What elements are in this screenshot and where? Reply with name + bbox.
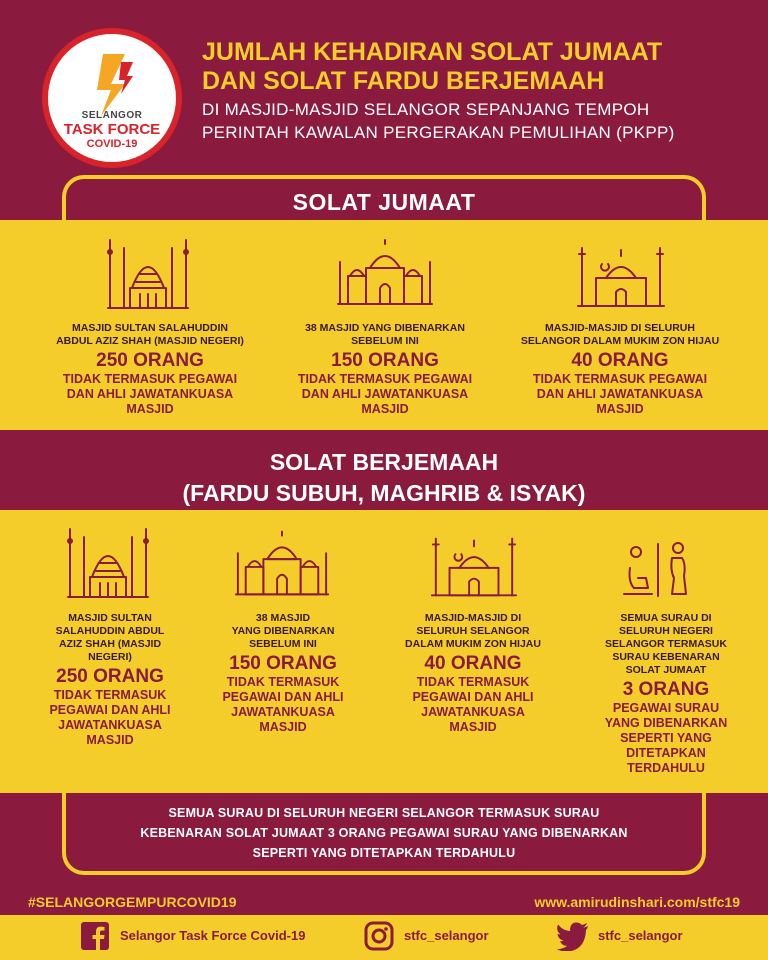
summary-line1: SEMUA SURAU DI SELURUH NEGERI SELANGOR TERMASUK SURAU bbox=[168, 806, 600, 820]
berjemaah-38-note4: MASJID bbox=[259, 720, 307, 734]
twitter-handle[interactable]: stfc_selangor bbox=[598, 928, 683, 943]
subtitle-line1: DI MASJID-MASJID SELANGOR SEPANJANG TEMPOH bbox=[202, 100, 650, 119]
jumaat-negeri-count: 250 ORANG bbox=[96, 350, 204, 371]
logo-line3: COVID-19 bbox=[86, 138, 138, 150]
jumaat-col-38 bbox=[285, 322, 485, 417]
berjemaah-heading: SOLAT BERJEMAAH bbox=[269, 449, 499, 475]
berjemaah-surau-label2: SELURUH NEGERI bbox=[619, 625, 713, 637]
berjemaah-zon-note3: JAWATANKUASA bbox=[421, 705, 525, 719]
jumaat-negeri-label1: MASJID SULTAN SALAHUDDIN bbox=[72, 322, 228, 334]
summary-line3: SEPERTI YANG DITETAPKAN TERDAHULU bbox=[252, 846, 516, 860]
instagram-icon[interactable] bbox=[364, 921, 394, 951]
berjemaah-col-negeri bbox=[30, 612, 190, 748]
mosque-zon-hijau-icon bbox=[574, 238, 668, 310]
berjemaah-surau-note1: PEGAWAI SURAU bbox=[612, 701, 720, 715]
instagram-handle[interactable]: stfc_selangor bbox=[404, 928, 489, 943]
jumaat-38-note3: MASJID bbox=[361, 402, 409, 416]
berjemaah-negeri-label2: SALAHUDDIN ABDUL bbox=[55, 625, 165, 637]
summary-line2: KEBENARAN SOLAT JUMAAT 3 ORANG PEGAWAI SURAU YANG DIBENARKAN bbox=[140, 826, 628, 840]
berjemaah-38-note2: PEGAWAI DAN AHLI bbox=[222, 690, 344, 704]
mosque-38-icon bbox=[334, 238, 436, 308]
subtitle-line2: PERINTAH KAWALAN PERGERAKAN PEMULIHAN (PKPP) bbox=[202, 123, 675, 142]
jumaat-negeri-label2: ABDUL AZIZ SHAH (MASJID NEGERI) bbox=[56, 335, 244, 347]
jumaat-zon-count: 40 ORANG bbox=[571, 350, 669, 371]
jumaat-negeri-note1: TIDAK TERMASUK PEGAWAI bbox=[62, 372, 238, 386]
jumaat-38-count: 150 ORANG bbox=[331, 350, 439, 371]
berjemaah-col-38 bbox=[208, 612, 358, 735]
berjemaah-negeri-note1: TIDAK TERMASUK bbox=[53, 688, 167, 702]
mosque-38-icon bbox=[232, 528, 332, 600]
jumaat-negeri-note3: MASJID bbox=[126, 402, 174, 416]
jumaat-zon-note3: MASJID bbox=[596, 402, 644, 416]
berjemaah-zon-count: 40 ORANG bbox=[424, 653, 522, 674]
title-line2: DAN SOLAT FARDU BERJEMAAH bbox=[202, 67, 605, 95]
jumaat-col-zon-hijau bbox=[508, 322, 732, 417]
berjemaah-negeri-note2: PEGAWAI DAN AHLI bbox=[49, 703, 171, 717]
jumaat-heading: SOLAT JUMAAT bbox=[292, 189, 476, 215]
berjemaah-surau-note5: TERDAHULU bbox=[627, 761, 705, 775]
berjemaah-surau-label3: SELANGOR TERMASUK bbox=[605, 638, 727, 650]
berjemaah-38-note3: JAWATANKUASA bbox=[231, 705, 335, 719]
berjemaah-zon-note4: MASJID bbox=[449, 720, 497, 734]
mosque-negeri-icon bbox=[100, 232, 196, 312]
stfc-logo bbox=[42, 28, 182, 168]
berjemaah-surau-note4: DITETAPKAN bbox=[626, 746, 706, 760]
berjemaah-38-label1: 38 MASJID bbox=[255, 612, 311, 624]
jumaat-38-label1: 38 MASJID YANG DIBENARKAN bbox=[305, 322, 465, 334]
jumaat-zon-note1: TIDAK TERMASUK PEGAWAI bbox=[532, 372, 708, 386]
logo-line1: SELANGOR bbox=[81, 110, 143, 121]
berjemaah-col-surau bbox=[586, 612, 746, 776]
jumaat-38-note2: DAN AHLI JAWATANKUASA bbox=[301, 387, 469, 401]
praying-people-icon bbox=[622, 538, 694, 600]
berjemaah-surau-label5: SOLAT JUMAAT bbox=[625, 664, 707, 676]
facebook-handle[interactable]: Selangor Task Force Covid-19 bbox=[120, 928, 306, 943]
facebook-icon[interactable] bbox=[80, 921, 110, 951]
berjemaah-negeri-note3: JAWATANKUASA bbox=[58, 718, 162, 732]
berjemaah-negeri-note4: MASJID bbox=[86, 733, 134, 747]
page-subtitle bbox=[202, 98, 752, 144]
berjemaah-negeri-label3: AZIZ SHAH (MASJID bbox=[58, 638, 162, 650]
website-link[interactable]: www.amirudinshari.com/stfc19 bbox=[534, 894, 740, 910]
jumaat-38-label2: SEBELUM INI bbox=[351, 335, 419, 347]
berjemaah-surau-label4: SURAU KEBENARAN bbox=[612, 651, 720, 663]
twitter-icon[interactable] bbox=[556, 921, 590, 951]
berjemaah-38-note1: TIDAK TERMASUK bbox=[226, 675, 340, 689]
berjemaah-subheading: (FARDU SUBUH, MAGHRIB & ISYAK) bbox=[182, 480, 586, 506]
jumaat-zon-note2: DAN AHLI JAWATANKUASA bbox=[536, 387, 704, 401]
mosque-negeri-icon bbox=[60, 520, 156, 602]
berjemaah-negeri-label1: MASJID SULTAN bbox=[68, 612, 152, 624]
title-line1: JUMLAH KEHADIRAN SOLAT JUMAAT bbox=[202, 38, 663, 66]
berjemaah-zon-note2: PEGAWAI DAN AHLI bbox=[412, 690, 534, 704]
berjemaah-col-zon-hijau bbox=[392, 612, 554, 735]
berjemaah-negeri-label4: NEGERI) bbox=[88, 651, 132, 663]
jumaat-zon-label1: MASJID-MASJID DI SELURUH bbox=[545, 322, 695, 334]
page-title bbox=[202, 38, 752, 96]
berjemaah-surau-note3: SEPERTI YANG bbox=[620, 731, 712, 745]
jumaat-38-note1: TIDAK TERMASUK PEGAWAI bbox=[297, 372, 473, 386]
berjemaah-38-label2: YANG DIBENARKAN bbox=[231, 625, 335, 637]
berjemaah-zon-label3: DALAM MUKIM ZON HIJAU bbox=[405, 638, 541, 650]
berjemaah-zon-label2: SELURUH SELANGOR bbox=[416, 625, 530, 637]
berjemaah-surau-label1: SEMUA SURAU DI bbox=[620, 612, 712, 624]
jumaat-zon-label2: SELANGOR DALAM MUKIM ZON HIJAU bbox=[520, 335, 720, 347]
berjemaah-surau-note2: YANG DIBENARKAN bbox=[604, 716, 728, 730]
berjemaah-zon-note1: TIDAK TERMASUK bbox=[416, 675, 530, 689]
berjemaah-surau-count: 3 ORANG bbox=[622, 679, 710, 700]
berjemaah-negeri-count: 250 ORANG bbox=[56, 666, 164, 687]
hashtag: #SELANGORGEMPURCOVID19 bbox=[28, 894, 237, 910]
berjemaah-38-count: 150 ORANG bbox=[229, 653, 337, 674]
logo-line2: TASK FORCE bbox=[63, 121, 161, 138]
berjemaah-38-label3: SEBELUM INI bbox=[249, 638, 317, 650]
mosque-zon-hijau-icon bbox=[428, 528, 520, 600]
berjemaah-zon-label1: MASJID-MASJID DI bbox=[424, 612, 522, 624]
jumaat-negeri-note2: DAN AHLI JAWATANKUASA bbox=[66, 387, 234, 401]
jumaat-col-negeri bbox=[50, 322, 250, 417]
summary-text bbox=[82, 803, 686, 863]
